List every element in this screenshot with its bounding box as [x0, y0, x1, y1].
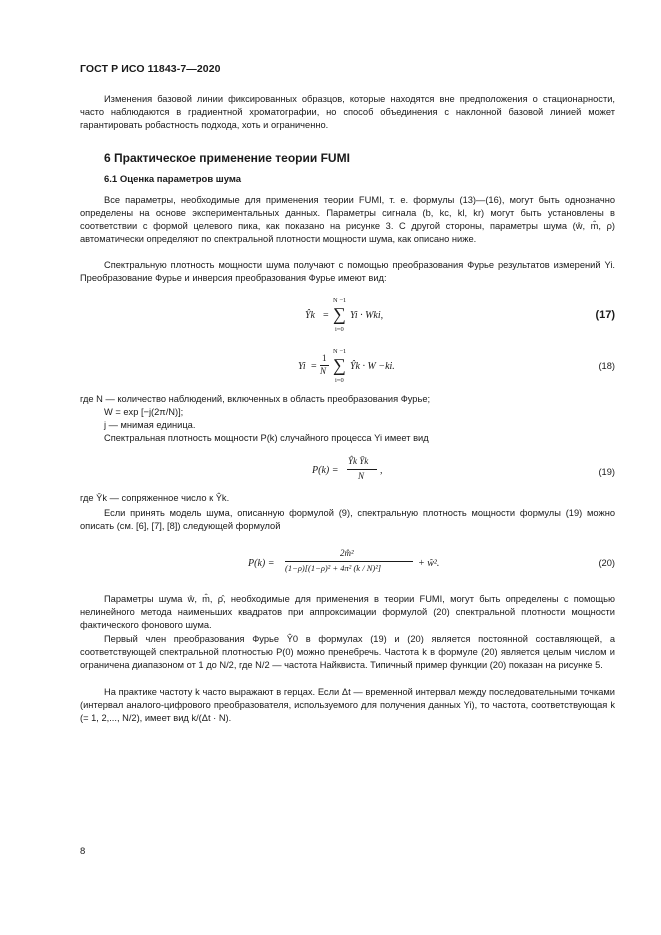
fraction-bar — [347, 469, 377, 470]
formula-19-den: N — [358, 471, 365, 481]
formula-17-number: (17) — [595, 309, 615, 321]
where-line-3: j — мнимая единица. — [104, 420, 196, 430]
formula-17 — [305, 296, 455, 336]
formula-17-equals: = — [323, 310, 329, 321]
paragraph-2 — [80, 259, 615, 285]
paragraph-3: Спектральная плотность мощности P(k) случайного процесса Yi имеет вид — [104, 433, 429, 443]
sum-symbol: ∑ — [333, 355, 346, 375]
formula-20-den: (1−ρ)[(1−ρ)² + 4π² (k / N)²] — [285, 563, 382, 573]
paragraph-6-text: Первый член преобразования Фурье Ŷ0 в формулах (19) и (20) является постоянной составляющей, а соответствующей спектральной плотностью P(0) можно пренебречь. Частота k в формуле (20) является целым числом и ограничена диапазоном от 1 до N/2, где N/2 — частота Найквиста. Типичный пример функции (20) показан на рисунке 5. — [80, 634, 615, 671]
formula-19-lhs: P(k) = — [312, 465, 339, 476]
paragraph-1-text: Все параметры, необходимые для применения теории FUMI, т. е. формулы (13)—(16), могут быть однозначно определены на основе экспериментальных данных. Параметры сигнала (b, kc, kl, kr) могут быть установлены в соответствии с формой целевого пика, как показано на рисунке 3. С другой стороны, параметры шума (ŵ, m̂, ρ) автоматически определяют по спектральной плотности мощности шума, как описано ниже. — [80, 195, 615, 245]
section-title: 6 Практическое применение теории FUMI — [104, 151, 350, 165]
paragraph-5 — [80, 593, 615, 632]
formula-18-lhs: Yi — [298, 361, 306, 372]
formula-19-num: Ŷk Ȳk — [348, 456, 369, 466]
formula-18-equals: = — [311, 361, 317, 372]
formula-18-sum-top: N −1 — [333, 348, 347, 355]
paragraph-5-text: Параметры шума ŵ, m̂, ρ̂, необходимые для применения в теории FUMI, могут быть определены с помощью нелинейного метода наименьших квадратов при аппроксимации формулой (20) спектральной плотности мощности фактического фонового шума. — [80, 594, 615, 631]
formula-17-rhs: Yi · Wki, — [350, 310, 384, 321]
formula-20 — [248, 545, 468, 583]
fraction-bar — [285, 561, 413, 562]
formula-18-sum-bottom: i=0 — [335, 377, 344, 384]
where-line-4: где Ȳk — сопряженное число к Ŷk. — [80, 493, 230, 503]
sum-symbol: ∑ — [333, 304, 346, 324]
formula-17-lhs: Ŷk — [305, 310, 315, 321]
paragraph-6 — [80, 633, 615, 672]
intro-paragraph — [80, 93, 615, 132]
formula-20-number: (20) — [598, 558, 615, 568]
paragraph-4-text: Если принять модель шума, описанную формулой (9), спектральную плотность мощности формулы (19) можно описать (см. [6], [7], [8]) следующей формулой — [80, 508, 615, 532]
formula-18-rhs: Ŷk · W −ki. — [350, 361, 395, 372]
where-line-1: где N — количество наблюдений, включенных в область преобразования Фурье; — [80, 394, 431, 404]
paragraph-2-text: Спектральную плотность мощности шума получают с помощью преобразования Фурье результатов измерений Yi. Преобразование Фурье и инверсия преобразования Фурье имеют вид: — [80, 260, 615, 284]
formula-19-tail: , — [380, 465, 383, 476]
paragraph-7-text: На практике частоту k часто выражают в герцах. Если Δt — временной интервал между последовательными точками (интервал аналого-цифрового преобразователя, используемого для получения данных Yi), то частота, соответствующая k (= 1, 2,..., N/2), имеет вид k/(Δt · N). — [80, 687, 615, 724]
paragraph-4 — [80, 507, 615, 533]
where-line-2: W = exp [−j(2π/N)]; — [104, 407, 184, 417]
paragraph-1 — [80, 194, 615, 246]
formula-18 — [298, 347, 468, 389]
formula-19-number: (19) — [598, 467, 615, 477]
formula-18-number: (18) — [598, 361, 615, 371]
formula-20-num: 2m̂² — [340, 548, 354, 558]
subsection-title: 6.1 Оценка параметров шума — [104, 174, 242, 185]
formula-20-tail: + ŵ². — [418, 558, 440, 569]
formula-18-frac-num: 1 — [322, 353, 327, 363]
formula-17-sum-bottom: i=0 — [335, 326, 344, 333]
intro-text: Изменения базовой линии фиксированных образцов, которые находятся вне предположения о стационарности, часто наблюдаются в градиентной хроматографии, но способ объединения с наклонной базовой линией может гарантировать робастность подхода, хоть и ограниченно. — [80, 94, 615, 131]
formula-17-sum-top: N −1 — [333, 297, 347, 304]
formula-18-frac-den: N — [320, 366, 327, 376]
paragraph-7 — [80, 686, 615, 725]
formula-20-lhs: P(k) = — [248, 558, 275, 569]
page-number: 8 — [80, 846, 86, 857]
document-header: ГОСТ Р ИСО 11843-7—2020 — [80, 63, 221, 75]
formula-19 — [312, 452, 432, 490]
